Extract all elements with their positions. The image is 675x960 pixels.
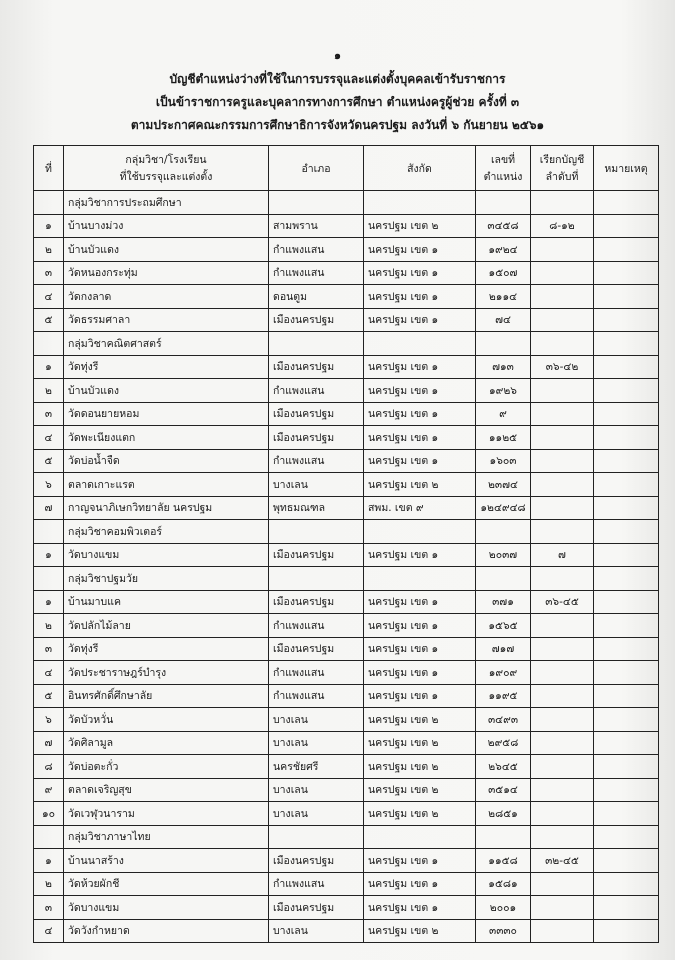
cell-no: ๑: [34, 543, 64, 567]
cell-school: บ้านบัวแดง: [64, 379, 269, 403]
vacancy-table: [33, 145, 659, 943]
cell-remark: [594, 778, 659, 802]
cell-call: [531, 379, 594, 403]
cell-district: บางเลน: [269, 731, 364, 755]
table-body: [34, 191, 659, 943]
cell-position: ๓๓๓๐: [476, 919, 531, 943]
cell-school: วัดธรรมศาลา: [64, 308, 269, 332]
cell-office: นครปฐม เขต ๑: [364, 637, 476, 661]
cell-no: ๕: [34, 308, 64, 332]
cell-school: บ้านมาบแค: [64, 590, 269, 614]
cell-remark: [594, 473, 659, 497]
cell-position: ๒๖๔๕: [476, 755, 531, 779]
cell-remark: [594, 614, 659, 638]
header-position-line2: ตำแหน่ง: [483, 171, 523, 183]
cell-no: ๔: [34, 285, 64, 309]
cell-position: ๑๑๒๕: [476, 426, 531, 450]
cell-call: [531, 802, 594, 826]
cell-school: วัดวังกำหยาด: [64, 919, 269, 943]
cell-school: วัดประชาราษฎร์บำรุง: [64, 661, 269, 685]
cell-office: นครปฐม เขต ๑: [364, 661, 476, 685]
cell-district: เมืองนครปฐม: [269, 590, 364, 614]
cell-office: นครปฐม เขต ๑: [364, 426, 476, 450]
cell-no: [34, 567, 64, 591]
cell-school: วัดทุ่งรี: [64, 637, 269, 661]
cell-district: กำแพงแสน: [269, 238, 364, 262]
table-row: [34, 802, 659, 826]
cell-office: นครปฐม เขต ๑: [364, 590, 476, 614]
cell-remark: [594, 731, 659, 755]
table-row: [34, 308, 659, 332]
cell-position: ๓๕๑๔: [476, 778, 531, 802]
cell-empty: [531, 520, 594, 544]
group-header-row: [34, 567, 659, 591]
cell-empty: [364, 520, 476, 544]
group-header-row: [34, 191, 659, 215]
cell-office: สพม. เขต ๙: [364, 496, 476, 520]
group-header-row: [34, 825, 659, 849]
cell-call: [531, 684, 594, 708]
cell-remark: [594, 426, 659, 450]
cell-office: นครปฐม เขต ๑: [364, 449, 476, 473]
cell-position: ๑๕๖๕: [476, 614, 531, 638]
cell-remark: [594, 285, 659, 309]
cell-district: บางเลน: [269, 473, 364, 497]
cell-remark: [594, 637, 659, 661]
cell-office: นครปฐม เขต ๒: [364, 919, 476, 943]
cell-no: ๔: [34, 661, 64, 685]
cell-call: ๗: [531, 543, 594, 567]
cell-office: นครปฐม เขต ๑: [364, 872, 476, 896]
cell-school: วัดหนองกระทุ่ม: [64, 261, 269, 285]
cell-position: ๓๗๑: [476, 590, 531, 614]
cell-office: นครปฐม เขต ๑: [364, 379, 476, 403]
cell-call: [531, 238, 594, 262]
cell-remark: [594, 849, 659, 873]
group-title: กลุ่มวิชาคอมพิวเตอร์: [64, 520, 269, 544]
table-row: [34, 872, 659, 896]
cell-district: เมืองนครปฐม: [269, 426, 364, 450]
cell-school: ตลาดเจริญสุข: [64, 778, 269, 802]
cell-office: นครปฐม เขต ๑: [364, 308, 476, 332]
table-row: [34, 708, 659, 732]
table-row: [34, 379, 659, 403]
table-row: [34, 755, 659, 779]
cell-district: กำแพงแสน: [269, 614, 364, 638]
cell-no: ๒: [34, 238, 64, 262]
cell-no: [34, 332, 64, 356]
cell-office: นครปฐม เขต ๒: [364, 755, 476, 779]
cell-office: นครปฐม เขต ๒: [364, 214, 476, 238]
cell-call: [531, 426, 594, 450]
cell-position: ๑๒๔๙๔๘: [476, 496, 531, 520]
cell-no: ๓: [34, 637, 64, 661]
cell-empty: [476, 191, 531, 215]
cell-office: นครปฐม เขต ๑: [364, 614, 476, 638]
heading-line-3: ตามประกาศคณะกรรมการศึกษาธิการจังหวัดนครปฐม ลงวันที่ ๖ กันยายน ๒๕๖๑: [130, 118, 545, 132]
cell-empty: [269, 191, 364, 215]
cell-district: เมืองนครปฐม: [269, 637, 364, 661]
cell-empty: [476, 825, 531, 849]
cell-remark: [594, 496, 659, 520]
cell-remark: [594, 355, 659, 379]
cell-no: ๖: [34, 473, 64, 497]
header-school-line1: กลุ่มวิชา/โรงเรียน: [125, 154, 207, 166]
cell-empty: [531, 825, 594, 849]
cell-school: วัดบ่อตะกั่ว: [64, 755, 269, 779]
table-row: [34, 285, 659, 309]
cell-office: นครปฐม เขต ๒: [364, 802, 476, 826]
cell-empty: [594, 191, 659, 215]
cell-empty: [594, 825, 659, 849]
cell-office: นครปฐม เขต ๑: [364, 238, 476, 262]
cell-position: ๒๐๐๑: [476, 896, 531, 920]
cell-call: [531, 473, 594, 497]
cell-remark: [594, 708, 659, 732]
cell-position: ๑๙๒๔: [476, 238, 531, 262]
cell-district: เมืองนครปฐม: [269, 355, 364, 379]
cell-empty: [531, 567, 594, 591]
cell-remark: [594, 684, 659, 708]
table-row: [34, 473, 659, 497]
table-row: [34, 919, 659, 943]
cell-no: ๗: [34, 731, 64, 755]
cell-remark: [594, 402, 659, 426]
cell-position: ๗๑๓: [476, 355, 531, 379]
cell-empty: [364, 825, 476, 849]
cell-no: ๖: [34, 708, 64, 732]
cell-position: ๑๑๙๕: [476, 684, 531, 708]
table-row: [34, 614, 659, 638]
table-row: [34, 496, 659, 520]
cell-call: [531, 731, 594, 755]
cell-school: อินทรศักดิ์ศึกษาลัย: [64, 684, 269, 708]
cell-no: ๙: [34, 778, 64, 802]
cell-call: [531, 778, 594, 802]
cell-call: ๓๒-๔๕: [531, 849, 594, 873]
cell-district: เมืองนครปฐม: [269, 849, 364, 873]
cell-school: บ้านบางม่วง: [64, 214, 269, 238]
cell-school: วัดบางแขม: [64, 896, 269, 920]
cell-no: ๔: [34, 426, 64, 450]
cell-remark: [594, 261, 659, 285]
cell-call: [531, 637, 594, 661]
cell-position: ๗๔: [476, 308, 531, 332]
cell-position: ๒๙๕๘: [476, 731, 531, 755]
cell-district: กำแพงแสน: [269, 872, 364, 896]
cell-school: วัดบางแขม: [64, 543, 269, 567]
cell-remark: [594, 661, 659, 685]
table-row: [34, 684, 659, 708]
header-district: อำเภอ: [269, 146, 364, 191]
cell-district: กำแพงแสน: [269, 661, 364, 685]
cell-empty: [269, 567, 364, 591]
cell-school: บ้านบัวแดง: [64, 238, 269, 262]
header-no: ที่: [34, 146, 64, 191]
group-title: กลุ่มวิชาปฐมวัย: [64, 567, 269, 591]
header-office: สังกัด: [364, 146, 476, 191]
cell-call: ๓๖-๔๒: [531, 355, 594, 379]
cell-call: ๓๖-๔๕: [531, 590, 594, 614]
cell-no: ๕: [34, 684, 64, 708]
cell-position: ๙: [476, 402, 531, 426]
cell-remark: [594, 543, 659, 567]
cell-school: วัดพะเนียงแตก: [64, 426, 269, 450]
cell-office: นครปฐม เขต ๒: [364, 731, 476, 755]
table-row: [34, 590, 659, 614]
cell-call: [531, 614, 594, 638]
header-call-line1: เรียกบัญชี: [539, 154, 585, 166]
cell-call: [531, 919, 594, 943]
cell-school: วัดดอนยายหอม: [64, 402, 269, 426]
cell-no: ๒: [34, 614, 64, 638]
cell-office: นครปฐม เขต ๑: [364, 285, 476, 309]
cell-no: ๗: [34, 496, 64, 520]
cell-no: ๓: [34, 402, 64, 426]
cell-position: ๒๓๗๔: [476, 473, 531, 497]
cell-call: [531, 896, 594, 920]
cell-remark: [594, 919, 659, 943]
group-header-row: [34, 520, 659, 544]
cell-remark: [594, 896, 659, 920]
cell-office: นครปฐม เขต ๑: [364, 543, 476, 567]
cell-no: ๘: [34, 755, 64, 779]
cell-school: วัดห้วยผักชี: [64, 872, 269, 896]
cell-empty: [364, 567, 476, 591]
cell-position: ๑๙๒๖: [476, 379, 531, 403]
cell-remark: [594, 755, 659, 779]
table-row: [34, 661, 659, 685]
cell-call: [531, 285, 594, 309]
cell-office: นครปฐม เขต ๒: [364, 778, 476, 802]
cell-position: ๒๑๑๔: [476, 285, 531, 309]
cell-call: [531, 449, 594, 473]
cell-no: ๑: [34, 590, 64, 614]
table-header-row: [34, 146, 659, 191]
cell-school: วัดกงลาด: [64, 285, 269, 309]
cell-call: [531, 755, 594, 779]
page-number: ๑: [334, 49, 341, 62]
cell-no: [34, 520, 64, 544]
table-row: [34, 238, 659, 262]
cell-remark: [594, 802, 659, 826]
table-row: [34, 426, 659, 450]
cell-school: วัดบัวหวั่น: [64, 708, 269, 732]
cell-position: ๒๘๕๑: [476, 802, 531, 826]
cell-call: [531, 708, 594, 732]
cell-district: สามพราน: [269, 214, 364, 238]
cell-position: ๑๕๐๗: [476, 261, 531, 285]
cell-position: ๑๑๕๘: [476, 849, 531, 873]
header-position-line1: เลขที่: [490, 154, 516, 166]
heading-line-2: เป็นข้าราชการครูและบุคลากรทางการศึกษา ตำแหน่งครูผู้ช่วย ครั้งที่ ๓: [155, 95, 520, 109]
cell-office: นครปฐม เขต ๑: [364, 402, 476, 426]
cell-empty: [269, 825, 364, 849]
header-school: [64, 146, 269, 191]
cell-remark: [594, 214, 659, 238]
cell-no: ๑๐: [34, 802, 64, 826]
cell-office: นครปฐม เขต ๑: [364, 261, 476, 285]
cell-no: ๕: [34, 449, 64, 473]
cell-no: ๑: [34, 214, 64, 238]
cell-empty: [269, 520, 364, 544]
cell-call: [531, 261, 594, 285]
cell-empty: [531, 332, 594, 356]
cell-position: ๑๖๐๓: [476, 449, 531, 473]
cell-position: ๑๙๐๙: [476, 661, 531, 685]
cell-district: เมืองนครปฐม: [269, 308, 364, 332]
heading-line-1: บัญชีตำแหน่งว่างที่ใช้ในการบรรจุและแต่งตั้งบุคคลเข้ารับราชการ: [169, 72, 506, 86]
cell-district: เมืองนครปฐม: [269, 402, 364, 426]
cell-district: เมืองนครปฐม: [269, 543, 364, 567]
cell-district: กำแพงแสน: [269, 261, 364, 285]
cell-no: ๒: [34, 379, 64, 403]
cell-office: นครปฐม เขต ๒: [364, 473, 476, 497]
header-call: [531, 146, 594, 191]
cell-empty: [476, 332, 531, 356]
group-header-row: [34, 332, 659, 356]
table-row: [34, 778, 659, 802]
table-row: [34, 731, 659, 755]
cell-position: ๑๕๘๑: [476, 872, 531, 896]
cell-remark: [594, 590, 659, 614]
header-school-line2: ที่ใช้บรรจุและแต่งตั้ง: [119, 171, 213, 183]
cell-district: พุทธมณฑล: [269, 496, 364, 520]
cell-school: วัดเวฬุวนาราม: [64, 802, 269, 826]
cell-remark: [594, 449, 659, 473]
cell-school: วัดบ่อน้ำจืด: [64, 449, 269, 473]
cell-district: บางเลน: [269, 802, 364, 826]
cell-position: ๒๐๓๗: [476, 543, 531, 567]
cell-no: [34, 825, 64, 849]
cell-no: [34, 191, 64, 215]
cell-call: ๘-๑๒: [531, 214, 594, 238]
cell-district: บางเลน: [269, 708, 364, 732]
cell-school: วัดปลักไม้ลาย: [64, 614, 269, 638]
cell-empty: [594, 567, 659, 591]
cell-position: ๓๔๕๘: [476, 214, 531, 238]
cell-office: นครปฐม เขต ๑: [364, 849, 476, 873]
cell-school: วัดศิลามูล: [64, 731, 269, 755]
cell-school: กาญจนาภิเษกวิทยาลัย นครปฐม: [64, 496, 269, 520]
cell-empty: [594, 520, 659, 544]
cell-school: ตลาดเกาะแรต: [64, 473, 269, 497]
cell-call: [531, 661, 594, 685]
cell-remark: [594, 238, 659, 262]
cell-empty: [269, 332, 364, 356]
cell-district: กำแพงแสน: [269, 379, 364, 403]
cell-remark: [594, 872, 659, 896]
cell-district: เมืองนครปฐม: [269, 896, 364, 920]
cell-no: ๓: [34, 261, 64, 285]
group-title: กลุ่มวิชาการประถมศึกษา: [64, 191, 269, 215]
cell-call: [531, 872, 594, 896]
cell-office: นครปฐม เขต ๑: [364, 684, 476, 708]
cell-district: ดอนตูม: [269, 285, 364, 309]
cell-call: [531, 402, 594, 426]
table-row: [34, 214, 659, 238]
table-row: [34, 849, 659, 873]
cell-district: บางเลน: [269, 778, 364, 802]
cell-no: ๔: [34, 919, 64, 943]
cell-office: นครปฐม เขต ๑: [364, 896, 476, 920]
cell-remark: [594, 379, 659, 403]
group-title: กลุ่มวิชาคณิตศาสตร์: [64, 332, 269, 356]
cell-district: กำแพงแสน: [269, 449, 364, 473]
cell-office: นครปฐม เขต ๑: [364, 355, 476, 379]
cell-no: ๒: [34, 872, 64, 896]
group-title: กลุ่มวิชาภาษาไทย: [64, 825, 269, 849]
cell-district: กำแพงแสน: [269, 684, 364, 708]
cell-empty: [531, 191, 594, 215]
cell-call: [531, 308, 594, 332]
cell-no: ๑: [34, 849, 64, 873]
cell-office: นครปฐม เขต ๒: [364, 708, 476, 732]
cell-school: บ้านนาสร้าง: [64, 849, 269, 873]
cell-empty: [364, 332, 476, 356]
cell-no: ๓: [34, 896, 64, 920]
cell-empty: [476, 567, 531, 591]
cell-empty: [364, 191, 476, 215]
cell-empty: [594, 332, 659, 356]
cell-empty: [476, 520, 531, 544]
cell-school: วัดทุ่งรี: [64, 355, 269, 379]
header-position: [476, 146, 531, 191]
cell-no: ๑: [34, 355, 64, 379]
cell-district: นครชัยศรี: [269, 755, 364, 779]
cell-district: บางเลน: [269, 919, 364, 943]
table-row: [34, 896, 659, 920]
header-remark: หมายเหตุ: [594, 146, 659, 191]
table-row: [34, 637, 659, 661]
cell-position: ๗๑๗: [476, 637, 531, 661]
table-row: [34, 543, 659, 567]
header-call-line2: ลำดับที่: [545, 171, 579, 183]
table-row: [34, 355, 659, 379]
table-row: [34, 261, 659, 285]
cell-remark: [594, 308, 659, 332]
cell-call: [531, 496, 594, 520]
table-row: [34, 449, 659, 473]
cell-position: ๓๔๙๓: [476, 708, 531, 732]
table-row: [34, 402, 659, 426]
